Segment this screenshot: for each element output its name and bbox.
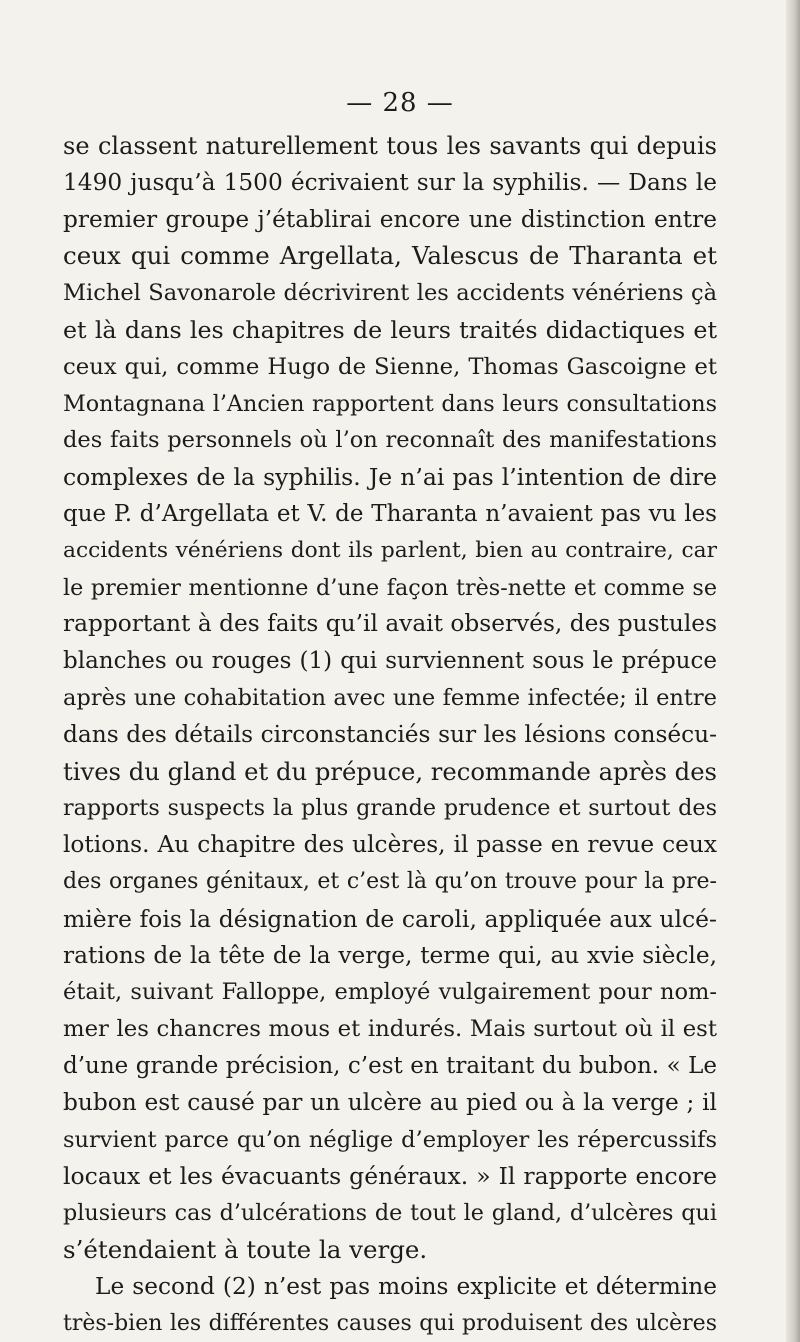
text-line: bubon est causé par un ulcère au pied ou à la verge ; il <box>63 1088 717 1116</box>
text-line: après une cohabitation avec une femme infectée; il entre <box>63 684 717 711</box>
page-number: — 28 — <box>346 88 454 118</box>
text-line: Michel Savonarole décrivirent les accidents vénériens çà <box>63 280 717 307</box>
text-line: Montagnana l’Ancien rapportent dans leurs consultations <box>63 390 717 417</box>
text-line: mer les chancres mous et indurés. Mais surtout où il est <box>63 1016 717 1043</box>
text-line: accidents vénériens dont ils parlent, bien au contraire, car <box>63 537 717 563</box>
text-line: dans des détails circonstanciés sur les lésions consécu- <box>63 720 717 748</box>
text-line: que P. d’Argellata et V. de Tharanta n’avaient pas vu les <box>63 500 717 527</box>
body-text <box>63 128 717 1342</box>
text-line: des faits personnels où l’on reconnaît des manifestations <box>63 427 717 454</box>
text-line: rapports suspects la plus grande prudence et surtout des <box>63 795 717 822</box>
text-line: se classent naturellement tous les savants qui depuis <box>63 132 717 160</box>
text-line: était, suivant Falloppe, employé vulgairement pour nom- <box>63 979 717 1006</box>
text-line: très-bien les différentes causes qui produisent des ulcères <box>63 1310 717 1336</box>
text-line: et là dans les chapitres de leurs traités didactiques et <box>63 315 717 344</box>
text-line: s’étendaient à toute la verge. <box>63 1234 428 1264</box>
text-line: plusieurs cas d’ulcérations de tout le gland, d’ulcères qui <box>63 1200 717 1227</box>
text-line: survient parce qu’on néglige d’employer les répercussifs <box>63 1126 717 1153</box>
text-line: lotions. Au chapitre des ulcères, il passe en revue ceux <box>63 831 717 859</box>
text-line: complexes de la syphilis. Je n’ai pas l’intention de dire <box>63 463 717 492</box>
text-line: Le second (2) n’est pas moins explicite et détermine <box>95 1272 717 1300</box>
text-line: 1490 jusqu’à 1500 écrivaient sur la syphilis. — Dans le <box>63 168 717 196</box>
text-line: premier groupe j’établirai encore une distinction entre <box>63 205 717 233</box>
text-line: blanches ou rouges (1) qui surviennent sous le prépuce <box>63 648 717 675</box>
text-line: locaux et les évacuants généraux. » Il rapporte encore <box>63 1162 717 1191</box>
text-line: rapportant à des faits qu’il avait observés, des pustules <box>63 610 717 638</box>
text-line: rations de la tête de la verge, terme qui, au xvie siècle, <box>63 941 717 969</box>
text-line: ceux qui comme Argellata, Valescus de Tharanta et <box>63 241 717 271</box>
text-line: d’une grande précision, c’est en traitant du bubon. « Le <box>63 1052 717 1079</box>
text-line: des organes génitaux, et c’est là qu’on trouve pour la pre- <box>63 868 717 894</box>
text-line: mière fois la désignation de caroli, appliquée aux ulcé- <box>63 904 717 933</box>
text-line: tives du gland et du prépuce, recommande après des <box>63 756 717 786</box>
text-line: ceux qui, comme Hugo de Sienne, Thomas Gascoigne et <box>63 353 717 380</box>
text-line: le premier mentionne d’une façon très-nette et comme se <box>63 574 717 601</box>
page-edge-shadow <box>786 0 800 1342</box>
